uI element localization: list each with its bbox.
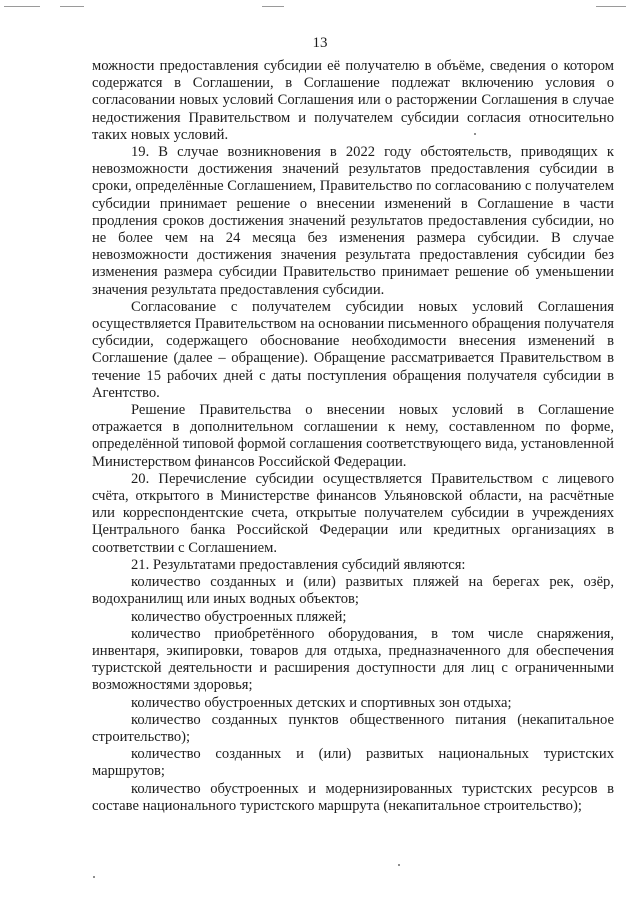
page-number: 13 bbox=[312, 35, 328, 51]
scan-speck bbox=[474, 133, 476, 135]
results-list-item: количество созданных пунктов общественного питания (некапитальное строительство); bbox=[92, 711, 614, 745]
scan-mark-right bbox=[596, 6, 626, 7]
results-list-item: количество созданных и (или) развитых национальных туристских маршрутов; bbox=[92, 746, 614, 780]
scan-mark-center bbox=[262, 6, 284, 7]
paragraph-clause-19: 19. В случае возникновения в 2022 году обстоятельств, приводящих к невозможности достижения значений результатов предоставления субсидии в сроки, определённые Соглашением, Правительство по согласованию с получателем субсидии принимает решение о внесении изменений в Соглашение в части продления сроков достижения значений результатов предоставления субсидии, но не более чем на 24 месяца без изменения размера субсидии. В случае невозможности достижения значения результата предоставления субсидии без изменения размера субсидии Правительство принимает решение об уменьшении значения результата предоставления субсидии. bbox=[92, 144, 614, 298]
paragraph-government-decision: Решение Правительства о внесении новых условий в Соглашение отражается в дополнительном соглашении к нему, составленном по форме, определённой типовой формой соглашения соответствующего вида, установленной Министерством финансов Российской Федерации. bbox=[92, 402, 614, 470]
results-list-item: количество созданных и (или) развитых пляжей на берегах рек, озёр, водохранилищ или иных водных объектов; bbox=[92, 574, 614, 608]
scan-speck bbox=[398, 864, 400, 866]
results-list-item: количество приобретённого оборудования, в том числе снаряжения, инвентаря, экипировки, товаров для отдыха, предназначенного для обеспечения туристской деятельности и расширения доступности для лиц с ограниченными возможностями здоровья; bbox=[92, 625, 614, 694]
results-list bbox=[92, 574, 614, 815]
results-list-item: количество обустроенных детских и спортивных зон отдыха; bbox=[131, 694, 512, 711]
scan-mark-left bbox=[4, 6, 40, 7]
document-body bbox=[92, 58, 614, 815]
results-list-item: количество обустроенных и модернизированных туристских ресурсов в составе национального туристского маршрута (некапитальное строительство); bbox=[92, 780, 614, 814]
results-list-item: количество обустроенных пляжей; bbox=[131, 608, 347, 625]
scan-mark-left-2 bbox=[60, 6, 84, 7]
scan-speck bbox=[93, 876, 95, 878]
paragraph-continuation: можности предоставления субсидии её получателю в объёме, сведения о котором содержатся в Соглашении, в Соглашение подлежат включению условия о согласовании новых условий Соглашения или о расторжении Соглашения в случае недостижения Правительством и получателем субсидии согласия относительно таких новых условий. bbox=[92, 58, 614, 143]
paragraph-clause-20: 20. Перечисление субсидии осуществляется Правительством с лицевого счёта, открытого в Министерстве финансов Ульяновской области, на расчётные или корреспондентские счета, открытые получателем субсидии в учреждениях Центрального банка Российской Федерации или кредитных организациях в соответствии с Соглашением. bbox=[92, 470, 614, 556]
paragraph-clause-21: 21. Результатами предоставления субсидий являются: bbox=[131, 556, 466, 573]
paragraph-agreement-approval: Согласование с получателем субсидии новых условий Соглашения осуществляется Правительством на основании письменного обращения получателя субсидии, содержащего обоснование необходимости внесения изменений в Соглашение (далее – обращение). Обращение рассматривается Правительством в течение 15 рабочих дней с даты поступления обращения получателя субсидии в Агентство. bbox=[92, 298, 614, 401]
